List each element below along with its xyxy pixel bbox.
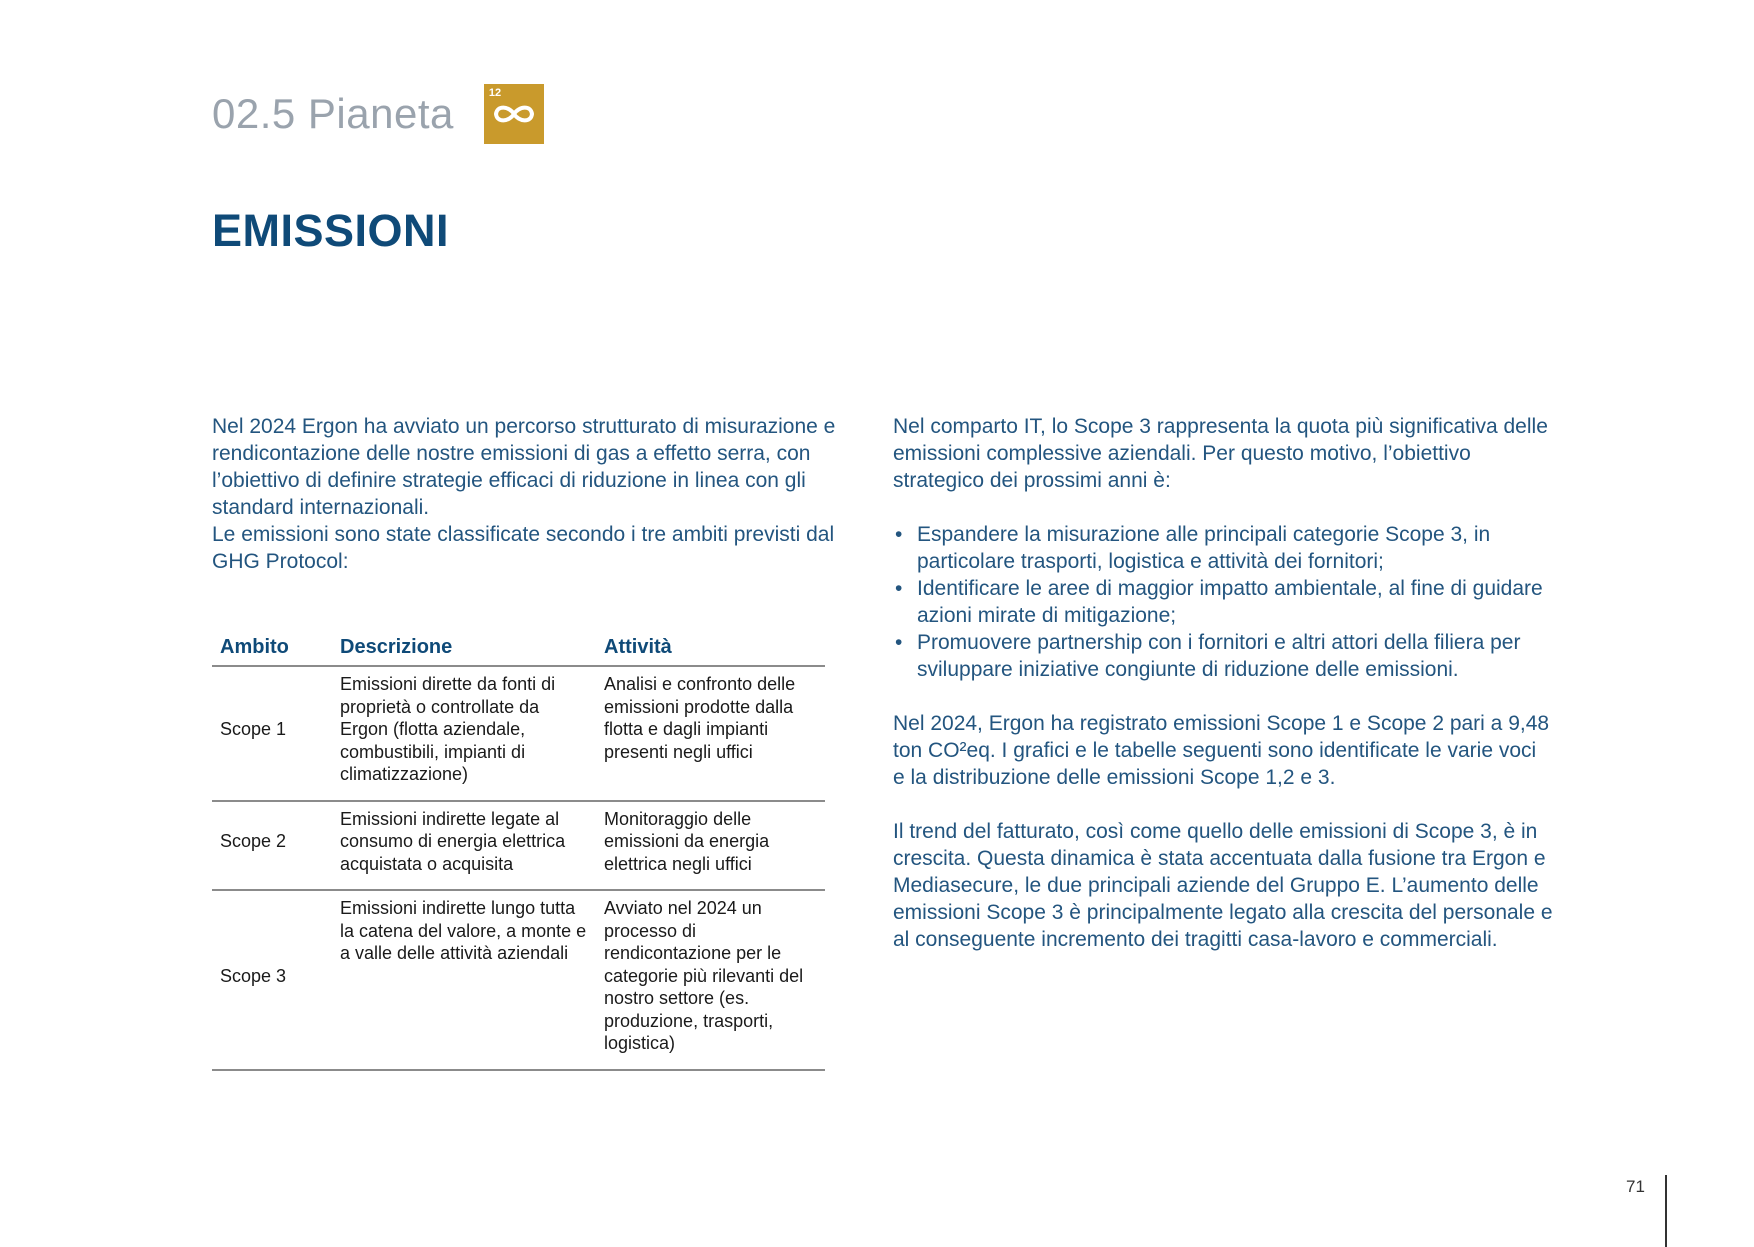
cell-attivita: Analisi e confronto delle emissioni prodotte dalla flotta e dagli impianti presenti negli uffici [596,666,825,801]
sdg-number: 12 [488,87,502,99]
cell-ambito: Scope 3 [212,890,332,1070]
column-header-attivita: Attività [596,632,825,666]
list-item: • Espandere la misurazione alle principali categorie Scope 3, in particolare trasporti, logistica e attività dei fornitori; [893,521,1553,575]
column-header-ambito: Ambito [212,632,332,666]
section-header [212,84,544,144]
list-item: • Promuovere partnership con i fornitori e altri attori della filiera per sviluppare iniziative congiunte di riduzione delle emissioni. [893,629,1553,683]
table-row [212,890,825,1070]
emissions-paragraph: Nel 2024, Ergon ha registrato emissioni Scope 1 e Scope 2 pari a 9,48 ton CO²eq. I grafici e le tabelle seguenti sono identificate le varie voci e la distribuzione delle emissioni Scope 1,2 e 3. [893,712,1550,789]
page-number-divider [1665,1175,1667,1247]
strategy-intro: Nel comparto IT, lo Scope 3 rappresenta la quota più significativa delle emissioni complessive aziendali. Per questo motivo, l’obiettivo strategico dei prossimi anni è: [893,415,1548,492]
intro-paragraph: Le emissioni sono state classificate secondo i tre ambiti previsti dal GHG Protocol: [212,523,835,573]
table-row [212,801,825,891]
cell-attivita: Monitoraggio delle emissioni da energia elettrica negli uffici [596,801,825,891]
strategy-text [893,413,1553,953]
cell-descrizione: Emissioni indirette lungo tutta la catena del valore, a monte e a valle delle attività aziendali [332,890,596,1070]
page-number: 71 [1626,1177,1645,1196]
scopes-table [212,632,825,1071]
trend-paragraph: Il trend del fatturato, così come quello delle emissioni di Scope 3, è in crescita. Questa dinamica è stata accentuata dalla fusione tra Ergon e Mediasecure, le due principali aziende del Gruppo E. L’aumento delle emissioni Scope 3 è principalmente legato alla crescita del personale e al conseguente incremento dei tragitti casa-lavoro e commerciali. [893,820,1553,951]
cell-ambito: Scope 2 [212,801,332,891]
infinity-icon [491,101,537,127]
cell-descrizione: Emissioni dirette da fonti di proprietà o controllate da Ergon (flotta aziendale, combustibili, impianti di climatizzazione) [332,666,596,801]
page-title: EMISSIONI [212,205,450,256]
table-header-row [212,632,825,666]
intro-text [212,413,852,575]
cell-attivita: Avviato nel 2024 un processo di rendicontazione per le categorie più rilevanti del nostro settore (es. produzione, trasporti, logistica) [596,890,825,1070]
intro-paragraph: Nel 2024 Ergon ha avviato un percorso strutturato di misurazione e rendicontazione delle nostre emissioni di gas a effetto serra, con l’obiettivo di definire strategie efficaci di riduzione in linea con gli standard internazionali. [212,415,836,519]
objectives-list [893,521,1553,683]
column-header-descrizione: Descrizione [332,632,596,666]
section-label: 02.5 Pianeta [212,90,454,137]
cell-descrizione: Emissioni indirette legate al consumo di energia elettrica acquistata o acquisita [332,801,596,891]
cell-ambito: Scope 1 [212,666,332,801]
list-item: • Identificare le aree di maggior impatto ambientale, al fine di guidare azioni mirate di mitigazione; [893,575,1553,629]
sdg-12-badge [484,84,544,144]
table-row [212,666,825,801]
